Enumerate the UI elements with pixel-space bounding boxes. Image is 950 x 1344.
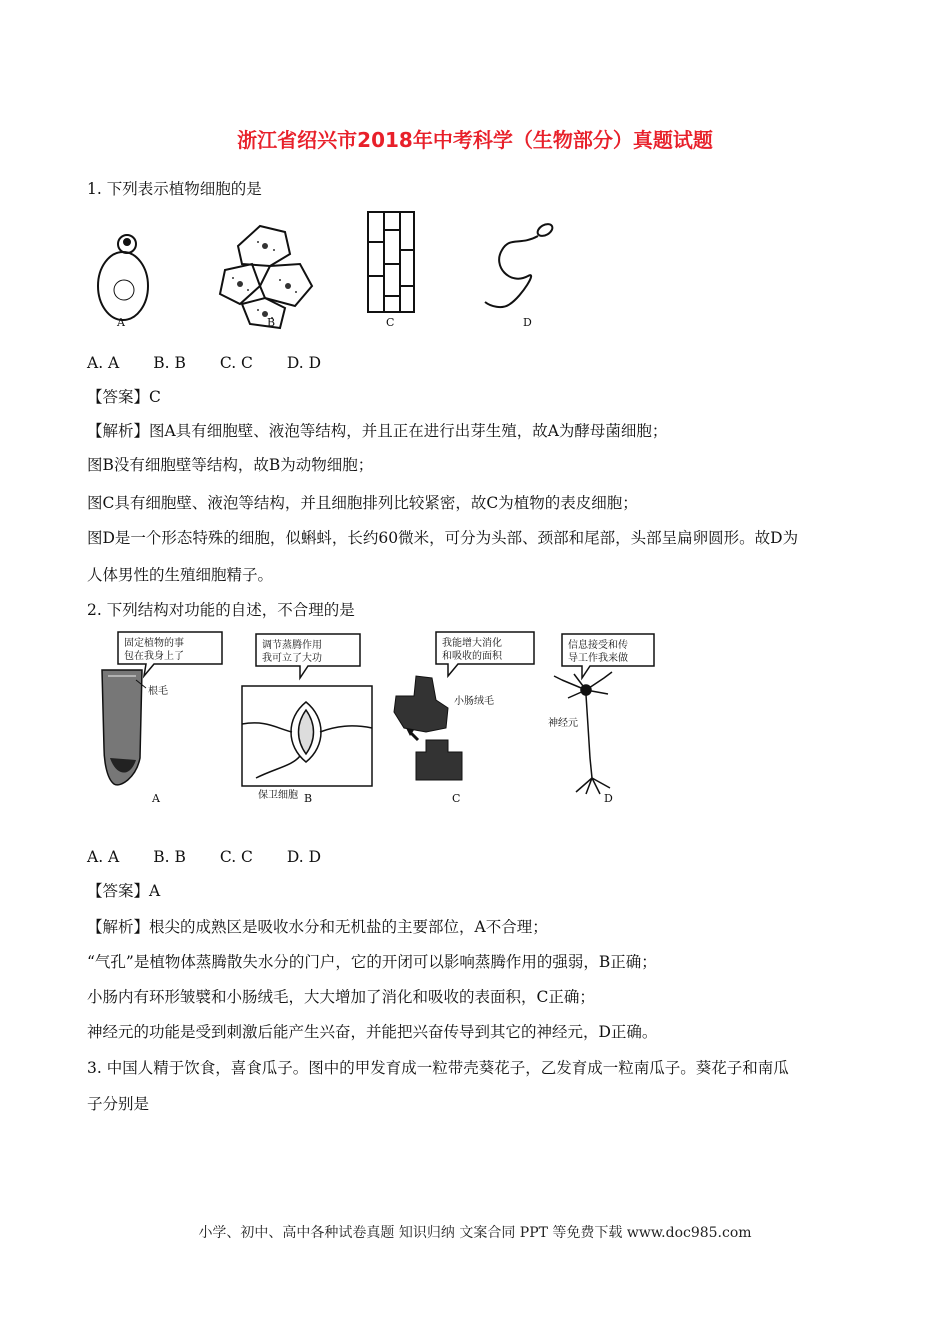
q1-answer: 【答案】C (87, 388, 161, 406)
bubble-text: 信息接受和传 (568, 640, 628, 651)
bubble-text: 包在我身上了 (124, 651, 184, 662)
q2-option-b[interactable]: B. B (153, 848, 186, 866)
q1-analysis-line: 人体男性的生殖细胞精子。 (87, 566, 274, 584)
bubble-text: 和吸收的面积 (442, 651, 502, 662)
q2-fig-label-a: A (152, 792, 160, 805)
cell-nucleus-dots (232, 241, 297, 319)
sperm-cell-illustration (485, 222, 554, 307)
q2-options (87, 847, 355, 867)
q1-option-c[interactable]: C. C (219, 354, 253, 372)
q1-fig-label-b: B (267, 316, 276, 329)
callout-label: 小肠绒毛 (454, 696, 494, 707)
root-tip-illustration (102, 670, 142, 785)
yeast-cell-illustration (98, 235, 148, 320)
plant-epidermis-illustration (368, 212, 414, 312)
q2-figure (96, 628, 656, 808)
q1-option-b[interactable]: B. B (153, 354, 186, 372)
q2-analysis-line: 神经元的功能是受到刺激后能产生兴奋，并能把兴奋传导到其它的神经元，D正确。 (87, 1023, 658, 1041)
q3-stem-line: 3. 中国人精于饮食，喜食瓜子。图中的甲发育成一粒带壳葵花子，乙发育成一粒南瓜子。葵花子和南瓜 (87, 1059, 789, 1077)
q1-fig-label-d: D (523, 316, 532, 329)
intestinal-villi-illustration (394, 676, 462, 780)
q2-analysis-line: 小肠内有环形皱襞和小肠绒毛，大大增加了消化和吸收的表面积，C正确； (87, 988, 595, 1006)
q2-answer: 【答案】A (87, 882, 161, 900)
stoma-illustration (242, 686, 372, 786)
bubble-text: 我能增大消化 (442, 638, 502, 649)
q1-stem: 1. 下列表示植物细胞的是 (87, 180, 262, 198)
callout-label: 根毛 (148, 686, 168, 697)
page-title: 浙江省绍兴市2018年中考科学（生物部分）真题试题 (237, 128, 713, 152)
q1-fig-label-c: C (386, 316, 395, 329)
neuron-illustration (554, 672, 612, 794)
q2-analysis-line: 【解析】根尖的成熟区是吸收水分和无机盐的主要部位，A不合理； (87, 918, 548, 936)
bubble-text: 我可立了大功 (262, 653, 322, 664)
q2-analysis-line: “气孔”是植物体蒸腾散失水分的门户，它的开闭可以影响蒸腾作用的强弱，B正确； (87, 953, 657, 971)
q2-option-c[interactable]: C. C (219, 848, 253, 866)
bubble-text: 调节蒸腾作用 (262, 640, 322, 651)
bubble-text: 固定植物的事 (124, 638, 184, 649)
page-footer: 小学、初中、高中各种试卷真题 知识归纳 文案合同 PPT 等免费下载 www.doc985.com (198, 1225, 752, 1241)
q2-fig-label-c: C (452, 792, 461, 805)
q2-option-d[interactable]: D. D (286, 848, 322, 866)
q2-fig-label-d: D (604, 792, 613, 805)
bubble-text: 导工作我来做 (568, 653, 628, 664)
q1-options (87, 353, 355, 373)
callout-label: 保卫细胞 (258, 790, 298, 801)
callout-label: 神经元 (548, 718, 578, 729)
q1-option-d[interactable]: D. D (286, 354, 322, 372)
q1-analysis-line: 图C具有细胞壁、液泡等结构，并且细胞排列比较紧密，故C为植物的表皮细胞； (87, 494, 638, 512)
q1-figure (90, 206, 570, 332)
q1-analysis-line: 图B没有细胞壁等结构，故B为动物细胞； (87, 456, 374, 474)
q2-fig-label-b: B (304, 792, 313, 805)
q1-analysis-line: 图D是一个形态特殊的细胞，似蝌蚪，长约60微米，可分为头部、颈部和尾部，头部呈扁卵圆形。故D为 (87, 529, 799, 547)
q2-option-a[interactable]: A. A (87, 848, 120, 866)
q3-stem-line: 子分别是 (87, 1095, 150, 1113)
q1-analysis-line: 【解析】图A具有细胞壁、液泡等结构，并且正在进行出芽生殖，故A为酵母菌细胞； (87, 422, 668, 440)
q1-fig-label-a: A (117, 316, 125, 329)
q1-option-a[interactable]: A. A (87, 354, 120, 372)
q2-stem: 2. 下列结构对功能的自述，不合理的是 (87, 601, 355, 619)
